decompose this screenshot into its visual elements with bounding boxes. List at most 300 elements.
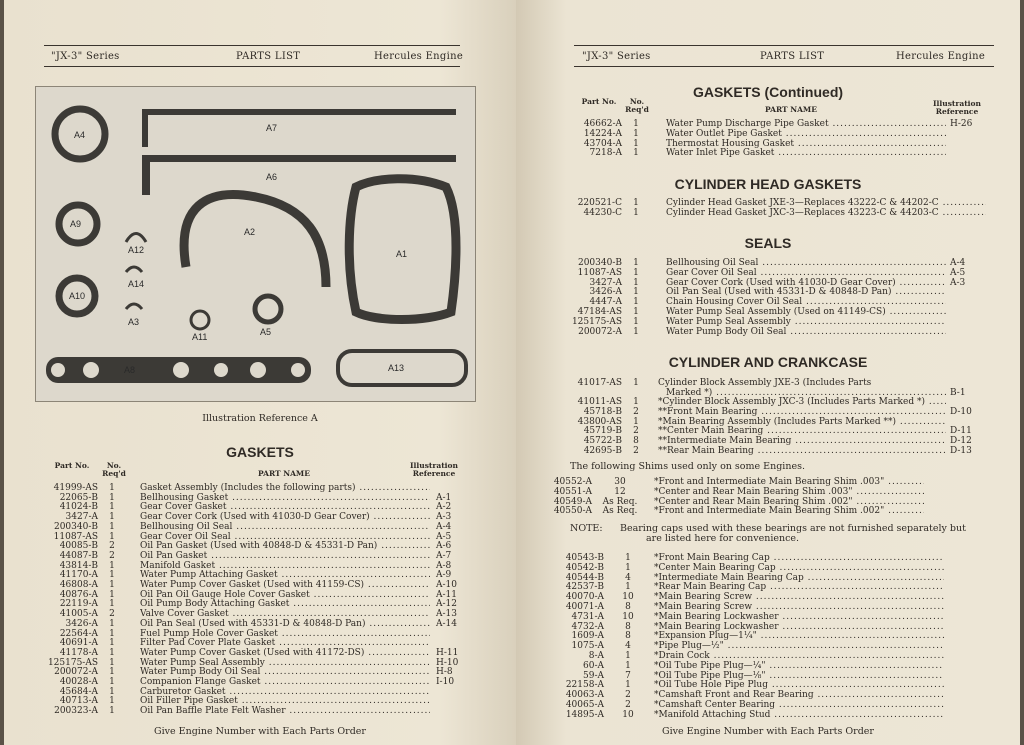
part-number: 40028-A [59,677,98,687]
part-number: 40713-A [59,696,98,707]
part-number: 46662-A [583,119,622,129]
gasket-a12 [126,234,146,243]
table-row [516,563,1020,573]
label-a13: A13 [388,363,405,373]
part-number: 1075-A [571,641,604,652]
part-name: Valve Cover Gasket ..... [140,609,430,619]
quantity: 10 [622,611,634,622]
label-a1: A1 [396,249,408,259]
part-name: Water Outlet Pipe Gasket ..... [666,129,946,139]
table-row [516,651,1020,661]
quantity: 2 [633,426,639,437]
quantity: 8 [633,436,639,447]
illustration-ref: A-10 [436,580,457,590]
table-row [516,622,1020,632]
part-name: Gasket Assembly (Includes the following parts) ..... [140,483,430,493]
quantity: 1 [109,657,115,668]
quantity: 1 [109,570,115,581]
label-a14: A14 [128,279,145,289]
part-name: Oil Pan Seal (Used with 45331-D & 40848-D Pan) ..... [140,619,430,629]
part-name: Oil Pump Body Attaching Gasket ..... [140,599,430,609]
part-number: 200323-A [54,706,98,717]
part-name: *Main Bearing Screw ..... [654,602,944,612]
illustration-ref: H-10 [436,657,459,668]
part-number: 45718-B [583,406,622,417]
part-number: 41178-A [59,647,98,658]
part-name: Water Pump Discharge Pipe Gasket ..... [666,119,946,129]
header-rule-bottom [44,66,460,67]
quantity: 30 [614,477,626,487]
part-number: 41999-AS [53,483,98,493]
illustration-caption: Illustration Reference A [202,413,318,424]
table-row [516,477,1020,487]
footer-note: Give Engine Number with Each Parts Order [662,726,874,737]
illustration-ref: A-6 [436,541,452,552]
table-row [516,710,1020,720]
quantity: 1 [633,148,639,159]
illustration-ref: A-5 [950,267,966,278]
col-req: No. Req'd [625,97,649,114]
table-row [4,706,516,716]
part-number: 41005-A [59,609,98,620]
illustration-ref: A-14 [436,618,457,629]
part-name: *Rear Main Bearing Cap ..... [654,582,944,592]
part-number: 40085-B [59,541,98,552]
table-row [516,497,1020,507]
part-number: 3427-A [589,277,622,288]
header-rule [574,45,994,46]
part-name: *Pipe Plug—½" ..... [654,641,944,651]
part-name: Water Pump Cover Gasket (Used with 41172-DS) ..... [140,648,430,658]
table-row [516,287,1020,297]
table-row [516,700,1020,710]
table-row [516,487,1020,497]
header-rule [44,45,460,46]
table-row [4,696,516,706]
part-number: 41170-A [59,570,98,581]
table-row: Marked *) ..... B-1 [516,388,1020,398]
table-row [4,590,516,600]
part-name: Chain Housing Cover Oil Seal ..... [666,297,946,307]
part-number: 45722-B [583,436,622,447]
part-name: **Intermediate Main Bearing ..... [658,436,946,446]
quantity: 1 [109,521,115,532]
part-number: 40544-B [565,572,604,583]
quantity: 1 [625,582,631,593]
table-row [516,661,1020,671]
table-row [516,436,1020,446]
part-number: 3426-A [65,618,98,629]
quantity: 1 [633,287,639,298]
part-number: 40542-B [565,562,604,573]
table-row [516,317,1020,327]
label-a11: A11 [192,332,208,342]
table-row [516,573,1020,583]
illustration-ref: A-9 [436,570,452,581]
quantity: 2 [109,609,115,620]
part-number: 43704-A [583,138,622,149]
illustration-ref: A-1 [436,492,452,503]
quantity: As Req. [602,506,638,517]
part-number: 40065-A [565,700,604,710]
part-number: 3427-A [65,512,98,523]
table-row [4,541,516,551]
part-number: 220521-C [577,198,622,208]
quantity: 1 [633,198,639,208]
col-ref: Illustration Reference [410,461,458,478]
table-row: 41017-AS 1 Cylinder Block Assembly JXE-3 (Includes Parts [577,378,872,388]
part-number: 11087-AS [53,531,98,542]
part-name: Manifold Gasket ..... [140,561,430,571]
quantity: 4 [625,641,631,652]
illustration-ref: A-2 [436,502,452,513]
note-text-1: Bearing caps used with these bearings are not furnished separately but [620,523,966,534]
header-series: "JX-3" Series [51,51,120,62]
part-name: *Camshaft Front and Rear Bearing ..... [654,690,944,700]
quantity: 2 [633,446,639,456]
header-title: PARTS LIST [760,51,825,62]
gasket-a11 [191,311,209,329]
part-number: 3426-A [589,287,622,298]
table-row [4,667,516,677]
table-row [4,629,516,639]
gasket-drawing [36,87,477,403]
table-row [516,148,1020,158]
illustration-ref: A-12 [436,599,457,610]
part-name: *Front and Intermediate Main Bearing Shim .002" ..... [654,506,924,516]
gasket-a14 [126,267,142,272]
part-name: *Manifold Attaching Stud ..... [654,710,944,720]
part-number: 40071-A [565,602,604,612]
illustration-ref: A-7 [436,550,452,561]
part-name: Cylinder Head Gasket JXC-3—Replaces 43223-C & 44203-C ..... [666,208,986,218]
quantity: 8 [625,602,631,612]
illustration-ref: H-26 [950,119,973,129]
part-number: 40691-A [59,638,98,649]
part-name: Water Pump Seal Assembly (Used on 41149-CS) ..... [666,307,946,317]
table-row [4,493,516,503]
part-number: 40552-A [553,477,592,487]
part-number: 22564-A [59,628,98,639]
gasket-illustration [35,86,476,402]
quantity: 1 [109,618,115,629]
quantity: 1 [109,483,115,493]
quantity: 1 [109,686,115,697]
table-row [516,612,1020,622]
part-name: *Main Bearing Assembly (Includes Parts Marked **) ..... [658,417,946,427]
footer-note: Give Engine Number with Each Parts Order [154,726,366,737]
part-number: 40876-A [59,589,98,600]
table-row [4,658,516,668]
table-row [4,619,516,629]
table-row [516,690,1020,700]
part-number: 41011-AS [577,397,622,407]
header-title: PARTS LIST [236,51,301,62]
quantity: 1 [633,316,639,327]
table-row [516,506,1020,516]
part-name: Thermostat Housing Gasket ..... [666,139,946,149]
table-row [516,129,1020,139]
illustration-ref: D-11 [950,426,972,437]
part-name: Oil Pan Oil Gauge Hole Cover Gasket ..... [140,590,430,600]
part-name: *Oil Tube Pipe Plug—⅛" ..... [654,671,944,681]
quantity: 1 [109,531,115,542]
col-part-no: Part No. [54,461,90,470]
part-number: 59-A [583,670,604,681]
part-name: Fuel Pump Hole Cover Gasket ..... [140,629,430,639]
label-a9: A9 [70,219,82,229]
illustration-ref: A-3 [436,512,452,523]
part-number: 40070-A [565,592,604,603]
part-name: *Main Bearing Lockwasher ..... [654,622,944,632]
quantity: As Req. [602,496,638,507]
left-page [4,0,516,745]
table-row [516,278,1020,288]
quantity: 1 [109,492,115,503]
part-name: *Drain Cock ..... [654,651,944,661]
section-title-gaskets-continued: GASKETS (Continued) [692,84,844,100]
part-name: *Center and Rear Main Bearing Shim .002" ..... [654,497,924,507]
label-a7: A7 [266,123,278,133]
part-name: Gear Cover Gasket ..... [140,502,430,512]
illustration-ref: A-8 [436,560,452,571]
part-name: Water Pump Seal Assembly ..... [666,317,946,327]
table-row [4,502,516,512]
part-name: *Front and Intermediate Main Bearing Shim .003" ..... [654,477,924,487]
quantity: 1 [625,651,631,661]
part-number: 46808-A [59,580,98,590]
part-number: 4447-A [589,297,622,308]
illustration-ref: D-13 [950,446,972,456]
part-name: *Main Bearing Lockwasher ..... [654,612,944,622]
illustration-ref: H-11 [436,647,459,658]
table-row [516,680,1020,690]
quantity: 10 [622,709,634,720]
quantity: 2 [625,690,631,701]
part-name: Water Pump Seal Assembly ..... [140,658,430,668]
quantity: 1 [633,326,639,337]
part-name: Oil Pan Baffle Plate Felt Washer ..... [140,706,430,716]
label-a6: A6 [266,172,278,182]
part-number: 43814-B [59,560,98,571]
table-row [516,327,1020,337]
part-name: Gear Cover Cork (Used with 41030-D Gear Cover) ..... [140,512,430,522]
quantity: 1 [625,660,631,671]
quantity: 1 [633,208,639,218]
quantity: 8 [625,621,631,632]
quantity: 2 [625,700,631,710]
header-rule-bottom [574,66,994,67]
quantity: 1 [109,589,115,600]
table-row [516,397,1020,407]
part-name: Carburetor Gasket ..... [140,687,430,697]
illustration-ref: A-4 [436,521,452,532]
quantity: 8 [625,631,631,642]
table-row [4,570,516,580]
part-number: 41024-B [59,502,98,513]
part-number: 200072-A [54,667,98,678]
label-a12: A12 [128,245,145,255]
header-engine: Hercules Engine [896,51,986,62]
right-page [516,0,1020,745]
quantity: 1 [633,119,639,129]
table-row [516,297,1020,307]
quantity: 1 [109,696,115,707]
table-row [516,268,1020,278]
table-row [516,407,1020,417]
part-number: 40543-B [565,553,604,563]
part-name: *Cylinder Block Assembly JXC-3 (Includes Parts Marked *) ..... [658,397,946,407]
part-name: *Intermediate Main Bearing Cap ..... [654,573,944,583]
quantity: 1 [109,628,115,639]
illustration-ref: D-12 [950,436,972,447]
part-name: *Main Bearing Screw ..... [654,592,944,602]
part-name: Companion Flange Gasket ..... [140,677,430,687]
table-row [516,208,1020,218]
quantity: 1 [109,512,115,523]
quantity: 2 [109,541,115,552]
part-name: *Front Main Bearing Cap ..... [654,553,944,563]
label-a10: A10 [69,291,86,301]
label-a5: A5 [260,327,272,337]
quantity: 1 [633,416,639,427]
part-number: 22119-A [59,599,98,610]
label-a8: A8 [124,365,136,375]
part-number: 125175-AS [571,316,622,327]
note-text-2: are listed here for convenience. [646,533,800,544]
header-engine: Hercules Engine [374,51,464,62]
illustration-ref: A-3 [950,277,966,288]
part-name: *Oil Tube Hole Pipe Plug ..... [654,680,944,690]
part-number: 11087-AS [577,267,622,278]
part-name: Water Pump Body Oil Seal ..... [666,327,946,337]
quantity: 1 [633,258,639,268]
quantity: 10 [622,592,634,603]
col-ref: Illustration Reference [933,99,981,116]
table-row [4,522,516,532]
section-title-gaskets: GASKETS [226,444,294,460]
table-row [4,580,516,590]
label-a4: A4 [74,130,86,140]
part-number: 22065-B [59,492,98,503]
table-row [516,258,1020,268]
quantity: 1 [109,667,115,678]
table-row [4,483,516,493]
part-number: 22158-A [565,680,604,691]
table-row [4,609,516,619]
table-row [516,553,1020,563]
part-name: Bellhousing Oil Seal ..... [140,522,430,532]
gasket-a7 [142,109,456,147]
table-row [516,446,1020,456]
part-name: Bellhousing Oil Seal ..... [666,258,946,268]
illustration-ref: A-4 [950,258,966,268]
part-number: 40550-A [553,506,592,517]
part-name: *Center and Rear Main Bearing Shim .003" ..... [654,487,924,497]
part-number: 4732-A [571,621,604,632]
table-row [4,532,516,542]
quantity: 7 [625,670,631,681]
part-name: *Center Main Bearing Cap ..... [654,563,944,573]
gasket-a3 [126,304,142,309]
quantity: 1 [109,599,115,610]
table-row [516,426,1020,436]
part-number: 47184-AS [577,307,622,317]
quantity: 1 [625,680,631,691]
quantity: 1 [633,397,639,407]
illustration-ref: I-10 [436,677,455,687]
part-name: Water Pump Attaching Gasket ..... [140,570,430,580]
table-row [4,599,516,609]
col-part-name: PART NAME [258,469,310,478]
col-part-name: PART NAME [765,105,817,114]
part-number: 40551-A [553,486,592,497]
part-name: Gear Cover Cork (Used with 41030-D Gear Cover) ..... [666,278,946,288]
header-series: "JX-3" Series [582,51,651,62]
part-name: *Expansion Plug—1¼" ..... [654,631,944,641]
table-row [516,417,1020,427]
part-number: 44230-C [583,208,622,218]
illustration-ref: A-13 [436,609,457,620]
quantity: 1 [109,647,115,658]
quantity: 1 [109,706,115,717]
part-number: 200340-B [53,521,98,532]
quantity: 2 [109,550,115,561]
table-row [516,671,1020,681]
quantity: 1 [109,502,115,513]
part-number: 14895-A [565,709,604,720]
part-name: Gear Cover Oil Seal ..... [140,532,430,542]
part-name: **Front Main Bearing ..... [658,407,946,417]
quantity: 2 [633,406,639,417]
part-number: 200072-A [578,326,622,337]
illustration-ref: A-11 [436,589,457,600]
section-title-seals: SEALS [744,235,792,251]
table-row [4,648,516,658]
part-number: 44087-B [59,550,98,561]
part-name: Bellhousing Gasket ..... [140,493,430,503]
part-number: 45684-A [59,686,98,697]
table-row [516,198,1020,208]
section-title-cylinder-head: CYLINDER HEAD GASKETS [674,176,862,192]
quantity: 1 [633,138,639,149]
shims-note: The following Shims used only on some Engines. [570,461,805,472]
illustration-ref: D-10 [950,406,972,417]
part-name: Water Pump Cover Gasket (Used with 41159-CS) ..... [140,580,430,590]
part-number: 40549-A [553,496,592,507]
table-row [516,582,1020,592]
part-name: **Center Main Bearing ..... [658,426,946,436]
quantity: 1 [109,580,115,590]
quantity: 12 [614,486,626,497]
part-number: 42537-B [565,582,604,593]
part-name: Filter Pad Cover Plate Gasket ..... [140,638,430,648]
quantity: 1 [109,560,115,571]
part-name: Cylinder Head Gasket JXE-3—Replaces 43222-C & 44202-C ..... [666,198,986,208]
table-row [4,638,516,648]
table-row [516,307,1020,317]
part-name: Oil Pan Gasket ..... [140,551,430,561]
col-part-no: Part No. [581,97,617,106]
table-row [516,602,1020,612]
quantity: 1 [633,128,639,139]
table-row [4,551,516,561]
part-name: *Camshaft Center Bearing ..... [654,700,944,710]
quantity: 1 [633,267,639,278]
table-row [4,687,516,697]
note-label: NOTE: [570,523,603,534]
illustration-ref: A-5 [436,531,452,542]
